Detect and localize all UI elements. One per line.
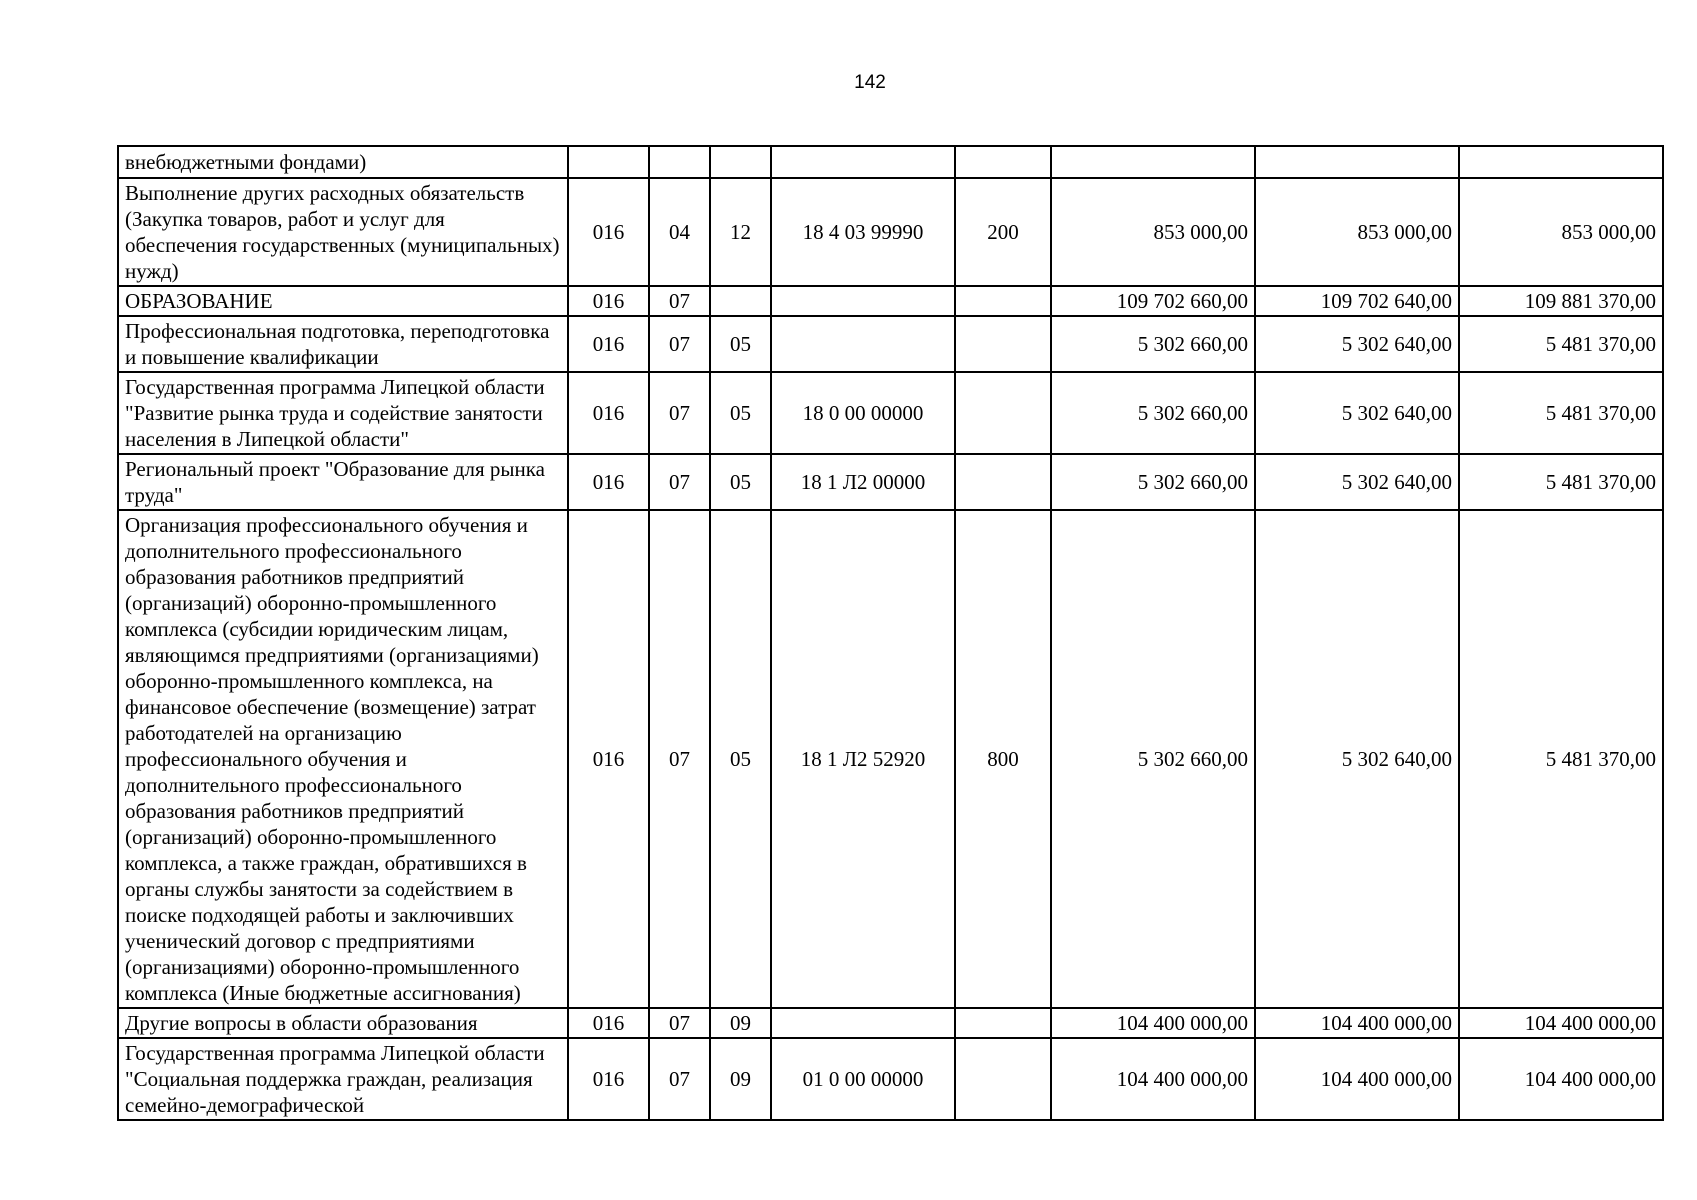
- target-article-cell: [771, 316, 955, 372]
- row-name-cell: Государственная программа Липецкой области "Развитие рынка труда и содействие занятости населения в Липецкой области": [118, 372, 568, 454]
- row-name-cell: ОБРАЗОВАНИЕ: [118, 286, 568, 316]
- ved-code-cell: 016: [568, 454, 649, 510]
- section-code-cell: 07: [649, 1008, 710, 1038]
- expense-type-cell: [955, 286, 1051, 316]
- ved-code-cell: 016: [568, 178, 649, 286]
- subsection-code-cell: [710, 146, 771, 178]
- expense-type-cell: [955, 454, 1051, 510]
- amount-year3-cell: 5 481 370,00: [1459, 510, 1663, 1008]
- table-row: [118, 1038, 1663, 1120]
- target-article-cell: [771, 286, 955, 316]
- section-code-cell: 07: [649, 372, 710, 454]
- amount-year2-cell: 109 702 640,00: [1255, 286, 1459, 316]
- ved-code-cell: 016: [568, 510, 649, 1008]
- row-name-cell: Профессиональная подготовка, переподготовка и повышение квалификации: [118, 316, 568, 372]
- amount-year2-cell: 853 000,00: [1255, 178, 1459, 286]
- amount-year1-cell: 5 302 660,00: [1051, 316, 1255, 372]
- table-row: [118, 178, 1663, 286]
- section-code-cell: 04: [649, 178, 710, 286]
- section-code-cell: 07: [649, 454, 710, 510]
- amount-year2-cell: [1255, 146, 1459, 178]
- table-row: [118, 146, 1663, 178]
- target-article-cell: 18 0 00 00000: [771, 372, 955, 454]
- row-name-cell: внебюджетными фондами): [118, 146, 568, 178]
- subsection-code-cell: 09: [710, 1038, 771, 1120]
- amount-year1-cell: 5 302 660,00: [1051, 372, 1255, 454]
- ved-code-cell: 016: [568, 1038, 649, 1120]
- target-article-cell: 18 4 03 99990: [771, 178, 955, 286]
- table-row: [118, 316, 1663, 372]
- row-name-cell: Другие вопросы в области образования: [118, 1008, 568, 1038]
- target-article-cell: [771, 1008, 955, 1038]
- amount-year2-cell: 5 302 640,00: [1255, 454, 1459, 510]
- amount-year3-cell: 109 881 370,00: [1459, 286, 1663, 316]
- section-code-cell: 07: [649, 1038, 710, 1120]
- table-body: [118, 146, 1663, 1120]
- ved-code-cell: 016: [568, 286, 649, 316]
- expense-type-cell: [955, 1008, 1051, 1038]
- amount-year3-cell: [1459, 146, 1663, 178]
- amount-year2-cell: 5 302 640,00: [1255, 372, 1459, 454]
- table-row: [118, 1008, 1663, 1038]
- ved-code-cell: [568, 146, 649, 178]
- amount-year3-cell: 104 400 000,00: [1459, 1008, 1663, 1038]
- ved-code-cell: 016: [568, 372, 649, 454]
- row-name-cell: Государственная программа Липецкой области "Социальная поддержка граждан, реализация семейно-демографической: [118, 1038, 568, 1120]
- row-name-cell: Региональный проект "Образование для рынка труда": [118, 454, 568, 510]
- target-article-cell: 18 1 Л2 00000: [771, 454, 955, 510]
- expense-type-cell: [955, 372, 1051, 454]
- amount-year1-cell: 853 000,00: [1051, 178, 1255, 286]
- amount-year3-cell: 853 000,00: [1459, 178, 1663, 286]
- table-row: [118, 286, 1663, 316]
- expense-type-cell: 800: [955, 510, 1051, 1008]
- expense-type-cell: [955, 316, 1051, 372]
- section-code-cell: 07: [649, 286, 710, 316]
- row-name-cell: Выполнение других расходных обязательств (Закупка товаров, работ и услуг для обеспечения государственных (муниципальных) нужд): [118, 178, 568, 286]
- amount-year1-cell: 5 302 660,00: [1051, 454, 1255, 510]
- amount-year3-cell: 5 481 370,00: [1459, 372, 1663, 454]
- subsection-code-cell: 05: [710, 316, 771, 372]
- subsection-code-cell: 05: [710, 454, 771, 510]
- section-code-cell: [649, 146, 710, 178]
- expense-type-cell: [955, 146, 1051, 178]
- subsection-code-cell: 05: [710, 372, 771, 454]
- amount-year2-cell: 5 302 640,00: [1255, 316, 1459, 372]
- subsection-code-cell: 05: [710, 510, 771, 1008]
- target-article-cell: 01 0 00 00000: [771, 1038, 955, 1120]
- table-row: [118, 372, 1663, 454]
- amount-year1-cell: 104 400 000,00: [1051, 1008, 1255, 1038]
- row-name-cell: Организация профессионального обучения и дополнительного профессионального образования работников предприятий (организаций) оборонно-промышленного комплекса (субсидии юридическим лицам, являющимся предприятиями (организациями) оборонно-промышленного комплекса, на финансовое обеспечение (возмещение) затрат работодателей на организацию профессионального обучения и дополнительного профессионального образования работников предприятий (организаций) оборонно-промышленного комплекса, а также граждан, обратившихся в органы службы занятости за содействием в поиске подходящей работы и заключивших ученический договор с предприятиями (организациями) оборонно-промышленного комплекса (Иные бюджетные ассигнования): [118, 510, 568, 1008]
- amount-year2-cell: 104 400 000,00: [1255, 1038, 1459, 1120]
- page-number: 142: [854, 72, 886, 93]
- table-row: [118, 454, 1663, 510]
- subsection-code-cell: 12: [710, 178, 771, 286]
- section-code-cell: 07: [649, 510, 710, 1008]
- amount-year1-cell: 104 400 000,00: [1051, 1038, 1255, 1120]
- expense-type-cell: 200: [955, 178, 1051, 286]
- amount-year1-cell: 5 302 660,00: [1051, 510, 1255, 1008]
- ved-code-cell: 016: [568, 1008, 649, 1038]
- section-code-cell: 07: [649, 316, 710, 372]
- amount-year2-cell: 5 302 640,00: [1255, 510, 1459, 1008]
- amount-year1-cell: [1051, 146, 1255, 178]
- amount-year3-cell: 5 481 370,00: [1459, 454, 1663, 510]
- subsection-code-cell: 09: [710, 1008, 771, 1038]
- expense-type-cell: [955, 1038, 1051, 1120]
- target-article-cell: [771, 146, 955, 178]
- amount-year3-cell: 104 400 000,00: [1459, 1038, 1663, 1120]
- table-row: [118, 510, 1663, 1008]
- amount-year3-cell: 5 481 370,00: [1459, 316, 1663, 372]
- budget-table: [117, 145, 1664, 1121]
- target-article-cell: 18 1 Л2 52920: [771, 510, 955, 1008]
- subsection-code-cell: [710, 286, 771, 316]
- amount-year2-cell: 104 400 000,00: [1255, 1008, 1459, 1038]
- ved-code-cell: 016: [568, 316, 649, 372]
- amount-year1-cell: 109 702 660,00: [1051, 286, 1255, 316]
